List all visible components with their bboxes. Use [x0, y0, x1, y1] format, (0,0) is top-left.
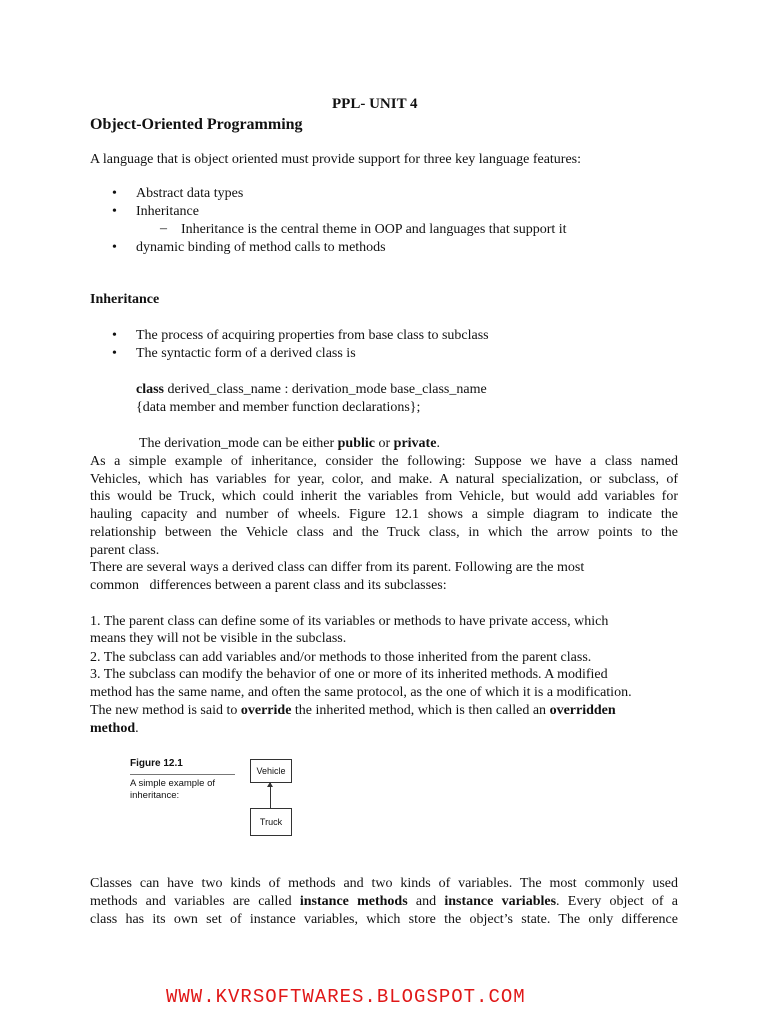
- syntax-body: {data member and member function declarations};: [136, 400, 421, 415]
- classes-post: . Every object of a: [556, 894, 678, 909]
- difference-line: 2. The subclass can add variables and/or methods to those inherited from the parent class.: [90, 650, 592, 665]
- bullet-icon: •: [112, 204, 117, 219]
- list-subitem: Inheritance is the central theme in OOP and languages that support it: [181, 222, 567, 237]
- classes-and: and: [407, 894, 445, 909]
- vehicle-class-box: Vehicle: [250, 759, 292, 783]
- example-line: hauling capacity and number of wheels. Figure 12.1 shows a simple diagram to indicate the: [90, 507, 678, 522]
- difference-line: method has the same name, and often the same protocol, as the one of which it is a modification.: [90, 685, 632, 700]
- section-heading: Object-Oriented Programming: [90, 116, 303, 133]
- override-pre: The new method is said to: [90, 703, 241, 718]
- inheritance-heading: Inheritance: [90, 292, 160, 307]
- footer-url-link[interactable]: WWW.KVRSOFTWARES.BLOGSPOT.COM: [166, 986, 526, 1008]
- override-line: [90, 703, 616, 719]
- method-end: .: [135, 721, 139, 736]
- method-word: method: [90, 721, 136, 736]
- bullet-icon: •: [112, 346, 117, 361]
- classes-pre: methods and variables are called: [90, 894, 300, 909]
- truck-class-box: Truck: [250, 808, 292, 836]
- list-item: Abstract data types: [136, 186, 244, 201]
- example-line: this would be Truck, which could inherit the variables from Vehicle, but would add variables for: [90, 489, 678, 504]
- method-line: [90, 721, 139, 737]
- example-line: parent class.: [90, 543, 160, 558]
- page-title: PPL- UNIT 4: [332, 96, 418, 112]
- difference-line: 1. The parent class can define some of its variables or methods to have private access, which: [90, 614, 609, 629]
- mode-prefix: The derivation_mode can be either: [139, 436, 338, 451]
- figure-divider: [130, 774, 235, 775]
- mode-or: or: [375, 436, 394, 451]
- mode-private: private: [393, 436, 437, 451]
- overridden-word: overridden: [549, 703, 616, 718]
- bullet-icon: •: [112, 328, 117, 343]
- inheritance-figure: [130, 758, 300, 838]
- syntax-keyword: class: [136, 382, 164, 397]
- ways-line: common differences between a parent class and its subclasses:: [90, 578, 447, 593]
- intro-paragraph: A language that is object oriented must provide support for three key language features:: [90, 152, 582, 167]
- difference-line: 3. The subclass can modify the behavior of one or more of its inherited methods. A modified: [90, 667, 608, 682]
- classes-line: class has its own set of instance variables, which store the object’s state. The only difference: [90, 912, 678, 927]
- arrow-up-icon: [267, 782, 273, 787]
- syntax-line: [136, 382, 487, 398]
- instance-variables: instance variables: [444, 894, 557, 909]
- mode-end: .: [436, 436, 440, 451]
- figure-caption: Figure 12.1: [130, 758, 183, 769]
- classes-line: [90, 894, 678, 910]
- dash-icon: –: [160, 221, 167, 236]
- bullet-icon: •: [112, 240, 117, 255]
- example-line: As a simple example of inheritance, consider the following: Suppose we have a class named: [90, 454, 678, 469]
- example-line: relationship between the Vehicle class and the Truck class, in which the arrow points to the: [90, 525, 678, 540]
- classes-line: Classes can have two kinds of methods and two kinds of variables. The most commonly used: [90, 876, 678, 891]
- example-line: Vehicles, which has variables for year, color, and make. A natural specialization, or subclass, of: [90, 472, 678, 487]
- derivation-mode-line: [139, 436, 440, 452]
- syntax-rest: derived_class_name : derivation_mode base_class_name: [164, 382, 487, 397]
- override-mid: the inherited method, which is then called an: [291, 703, 550, 718]
- instance-methods: instance methods: [299, 894, 408, 909]
- figure-subtitle: A simple example of inheritance:: [130, 778, 216, 801]
- bullet-icon: •: [112, 186, 117, 201]
- list-item: dynamic binding of method calls to methods: [136, 240, 386, 255]
- difference-line: means they will not be visible in the subclass.: [90, 631, 347, 646]
- override-word: override: [240, 703, 292, 718]
- list-item: Inheritance: [136, 204, 199, 219]
- ways-line: There are several ways a derived class can differ from its parent. Following are the most: [90, 560, 585, 575]
- list-item: The syntactic form of a derived class is: [136, 346, 356, 361]
- list-item: The process of acquiring properties from base class to subclass: [136, 328, 489, 343]
- mode-public: public: [337, 436, 375, 451]
